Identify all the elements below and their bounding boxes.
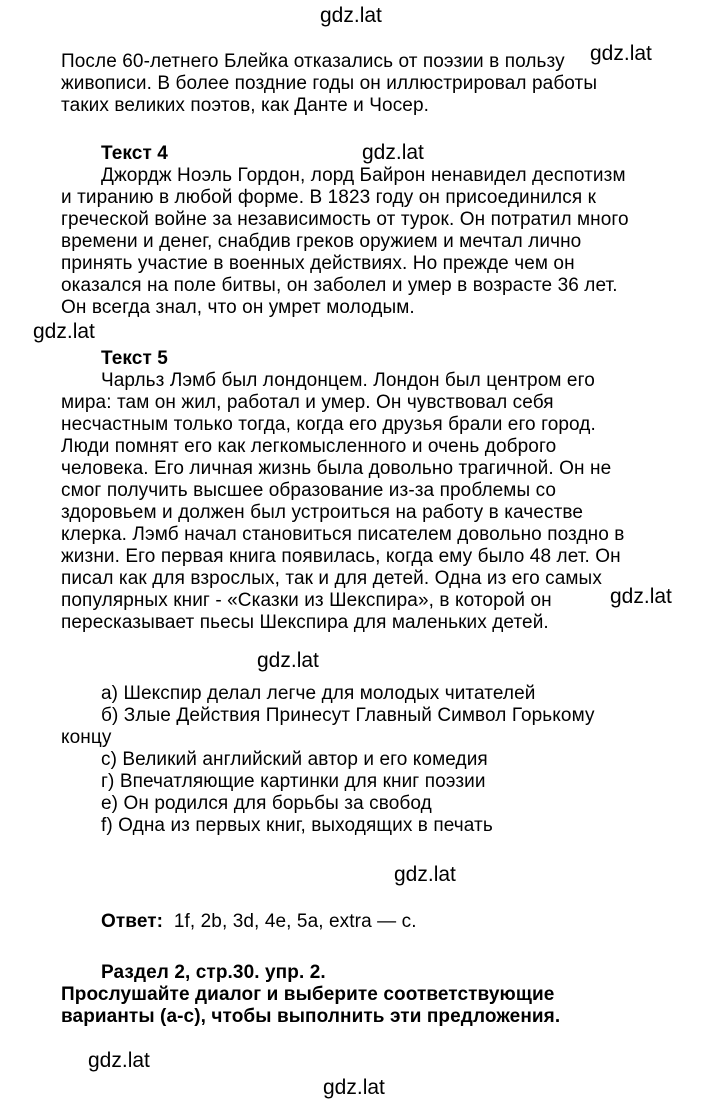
paragraph-line: смог получить высшее образование из-за проблемы со <box>61 480 557 501</box>
answer-value: 1f, 2b, 3d, 4e, 5a, extra — c. <box>173 911 417 932</box>
watermark: gdz.lat <box>394 863 456 886</box>
paragraph-line: принять участие в военных действиях. Но прежде чем он <box>61 253 575 274</box>
watermark: gdz.lat <box>362 141 424 164</box>
paragraph-line: греческой войне за независимость от турок. Он потратил много <box>61 209 629 230</box>
paragraph-line: и тиранию в любой форме. В 1823 году он присоединился к <box>61 187 597 208</box>
paragraph-line: несчастным только тогда, когда его друзья брали его город. <box>61 414 596 435</box>
paragraph-line: После 60-летнего Блейка отказались от поэзии в пользу <box>61 51 565 72</box>
paragraph-line: Чарльз Лэмб был лондонцем. Лондон был центром его <box>101 370 595 391</box>
paragraph-line: мира: там он жил, работал и умер. Он чувствовал себя <box>61 392 554 413</box>
section-instruction: варианты (a-c), чтобы выполнить эти предложения. <box>61 1006 561 1027</box>
paragraph-line: здоровьем и должен был устроиться на работу в качестве <box>61 502 584 523</box>
paragraph-line: популярных книг - «Сказки из Шекспира», в которой он <box>61 590 552 611</box>
paragraph-line: оказался на поле битвы, он заболел и умер в возрасте 36 лет. <box>61 275 618 296</box>
option-item: г) Впечатляющие картинки для книг поэзии <box>101 771 486 792</box>
paragraph-line: таких великих поэтов, как Данте и Чосер. <box>61 95 430 116</box>
answer-label: Ответ: <box>101 911 164 932</box>
paragraph-line: человека. Его личная жизнь была довольно трагичной. Он не <box>61 458 612 479</box>
watermark: gdz.lat <box>320 4 382 27</box>
option-item: б) Злые Действия Принесут Главный Символ Горькому <box>101 705 595 726</box>
text4-heading: Текст 4 <box>101 143 168 164</box>
watermark: gdz.lat <box>257 649 319 672</box>
watermark: gdz.lat <box>590 42 652 65</box>
paragraph-line: клерка. Лэмб начал становиться писателем довольно поздно в <box>61 524 625 545</box>
watermark: gdz.lat <box>88 1049 150 1072</box>
paragraph-line: Джордж Ноэль Гордон, лорд Байрон ненавидел деспотизм <box>101 165 626 186</box>
section-instruction: Прослушайте диалог и выберите соответствующие <box>61 984 555 1005</box>
section-title: Раздел 2, стр.30. упр. 2. <box>101 962 326 983</box>
paragraph-line: Он всегда знал, что он умрет молодым. <box>61 297 415 318</box>
paragraph-line: Люди помнят его как легкомысленного и очень доброго <box>61 436 557 457</box>
option-item: е) Он родился для борьбы за свобод <box>101 793 432 814</box>
option-item: концу <box>61 727 112 748</box>
paragraph-line: живописи. В более поздние годы он иллюстрировал работы <box>61 73 598 94</box>
text5-heading: Текст 5 <box>101 348 168 369</box>
option-item: а) Шекспир делал легче для молодых читателей <box>101 683 536 704</box>
option-item: f) Одна из первых книг, выходящих в печать <box>101 815 493 836</box>
option-item: с) Великий английский автор и его комедия <box>101 749 488 770</box>
watermark: gdz.lat <box>610 585 672 608</box>
paragraph-line: писал как для взрослых, так и для детей. Одна из его самых <box>61 568 602 589</box>
watermark: gdz.lat <box>323 1076 385 1099</box>
answer-line <box>101 911 417 933</box>
paragraph-line: времени и денег, снабдив греков оружием и мечтал лично <box>61 231 582 252</box>
watermark: gdz.lat <box>33 320 95 343</box>
paragraph-line: пересказывает пьесы Шекспира для маленьких детей. <box>61 612 549 633</box>
paragraph-line: жизни. Его первая книга появилась, когда ему было 48 лет. Он <box>61 546 621 567</box>
